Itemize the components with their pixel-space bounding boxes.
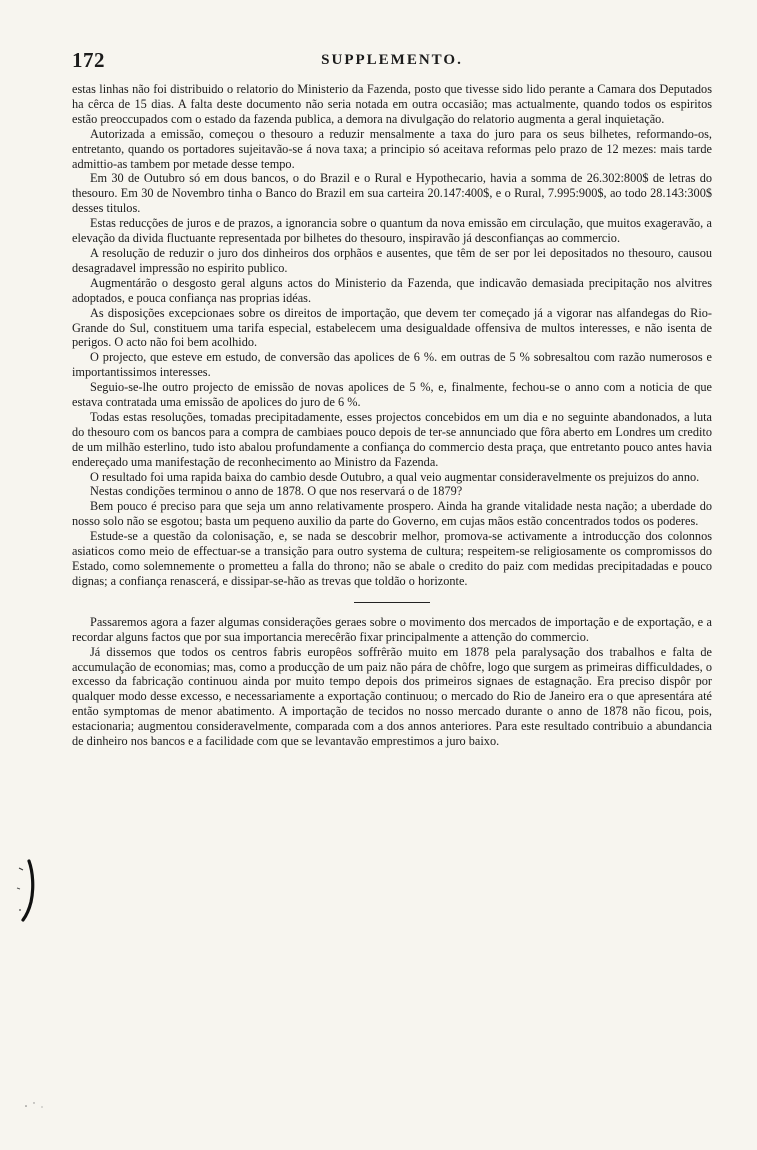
paragraph: O projecto, que esteve em estudo, de conversão das apolices de 6 %. em outras de 5 % sobresaltou com razão numerosos e importantissimos interesses.: [72, 350, 712, 380]
paragraph: estas linhas não foi distribuido o relatorio do Ministerio da Fazenda, posto que tivesse sido lido perante a Camara dos Deputados ha cêrca de 15 dias. A falta deste documento não seria notada em outra occasião; mas actualmente, quando todos os espiritos estão preoccupados com o estado da fazenda publica, a demora na divulgação do relatorio augmenta a geral inquietação.: [72, 82, 712, 126]
paragraph: Autorizada a emissão, começou o thesouro a reduzir mensalmente a taxa do juro para os seus bilhetes, reformando-os, entretanto, quando os portadores sujeitavão-se á nova taxa; a principio só aceitava reformas pelo prazo de 12 mezes: mais tarde admittio-as tambem por metade desse tempo.: [72, 126, 712, 171]
section-divider: [354, 602, 430, 603]
paragraph: Seguio-se-lhe outro projecto de emissão de novas apolices de 5 %, e, finalmente, fechou-se o anno com a noticia de que estava contratada uma emissão de apolices do juro de 6 %.: [72, 380, 712, 410]
document-page: [72, 48, 712, 749]
paragraph: O resultado foi uma rapida baixa do cambio desde Outubro, a qual veio augmentar consideravelmente os prejuizos do anno.: [90, 469, 700, 484]
paragraph: Estas reducções de juros e de prazos, a ignorancia sobre o quantum da nova emissão em circulação, que muitos exageravão, a elevação da divida fluctuante representada por bilhetes do thesouro, inspiravão já desconfianças ao commercio.: [72, 216, 712, 246]
paragraph: Em 30 de Outubro só em dous bancos, o do Brazil e o Rural e Hypothecario, havia a somma de 26.302:800$ de letras do thesouro. Em 30 de Novembro tinha o Banco do Brazil em sua carteira 20.147:400$, e o Rural, 7.995:900$, ao todo 28.143:300$ desses titulos.: [72, 171, 712, 216]
paragraph: As disposições excepcionaes sobre os direitos de importação, que devem ter começado já a vigorar nas alfandegas do Rio-Grande do Sul, constituem uma tarifa especial, estabelecem uma desigualdade offensiva de multos interesses, e não isenta de perigos. O acto não foi bem acolhido.: [72, 305, 712, 350]
body-text: [72, 82, 712, 749]
paragraph: Todas estas resoluções, tomadas precipitadamente, esses projectos concebidos em um dia e no seguinte abandonados, a luta do thesouro com os bancos para a compra de cambiaes pouco depois de ter-se annunciado que fôra aberto em Londres um credito de um milhão esterlino, tudo isto abalou profundamente a confiança do commercio desta praça, que entretanto pouco antes havia endereçado uma manifestação de reconhecimento ao Ministro da Fazenda.: [72, 409, 712, 469]
paragraph: Estude-se a questão da colonisação, e, se nada se descobrir melhor, promova-se activamente a introducção dos colonnos asiaticos como meio de effectuar-se a transição para outro systema de cultura; respeitem-se religiosamente os compromissos do Estado, como solemnemente o prometteu a falla do throno; não se abale o credito do paiz com medidas precipitadadas e pouco dignas; a confiança renascerá, e dissipar-se-hão as trevas que toldão o horizonte.: [72, 529, 712, 588]
paragraph: Nestas condições terminou o anno de 1878. O que nos reservará o de 1879?: [90, 484, 463, 499]
paragraph: Passaremos agora a fazer algumas considerações geraes sobre o movimento dos mercados de importação e de exportação, e a recordar alguns factos que por sua importancia merecêrão fixar principalmente a attenção do commercio.: [72, 614, 712, 644]
paragraph: Augmentárão o desgosto geral alguns actos do Ministerio da Fazenda, que indicavão demasiada precipitação nos alvitres adoptados, e pouca confiança nas proprias idéas.: [72, 275, 712, 305]
paragraph: Já dissemos que todos os centros fabris europêos soffrêrão muito em 1878 pela paralysação dos trabalhos e falta de accumulação de economias; mas, como a producção de um paiz não pára de chôfre, logo que surgem as primeiras difficuldades, o excesso da fabricação continuou ainda por muito tempo depois dos primeiros signaes de estagnação. Era preciso dispôr por qualquer modo desse excesso, e necessariamente a exportação continuou; o mercado do Rio de Janeiro era o que apresentára até então symptomas de menor abatimento. A importação de tecidos no nosso mercado durante o anno de 1878 não ficou, pois, estacionaria; augmentou consideravelmente, comparada com a dos annos anteriores. Para este resultado contribuio a abundancia de dinheiro nos bancos e a facilidade com que se levantavão emprestimos a juro baixo.: [72, 644, 712, 749]
page-number: 172: [72, 48, 105, 72]
page-title: SUPPLEMENTO.: [321, 52, 463, 68]
paragraph: A resolução de reduzir o juro dos dinheiros dos orphãos e ausentes, que têm de ser por lei depositados no thesouro, causou desagradavel impressão no espirito publico.: [72, 245, 712, 275]
margin-ink-mark-icon: [14, 858, 42, 922]
paper-speck-icon: [22, 1098, 52, 1112]
paragraph: Bem pouco é preciso para que seja um anno relativamente prospero. Ainda ha grande vitalidade nesta nação; a uberdade do nosso solo não se esgotou; basta um pequeno auxilio da parte do Governo, em cujas mãos estão concentrados todos os poderes.: [72, 499, 712, 529]
page-header: [72, 48, 712, 82]
